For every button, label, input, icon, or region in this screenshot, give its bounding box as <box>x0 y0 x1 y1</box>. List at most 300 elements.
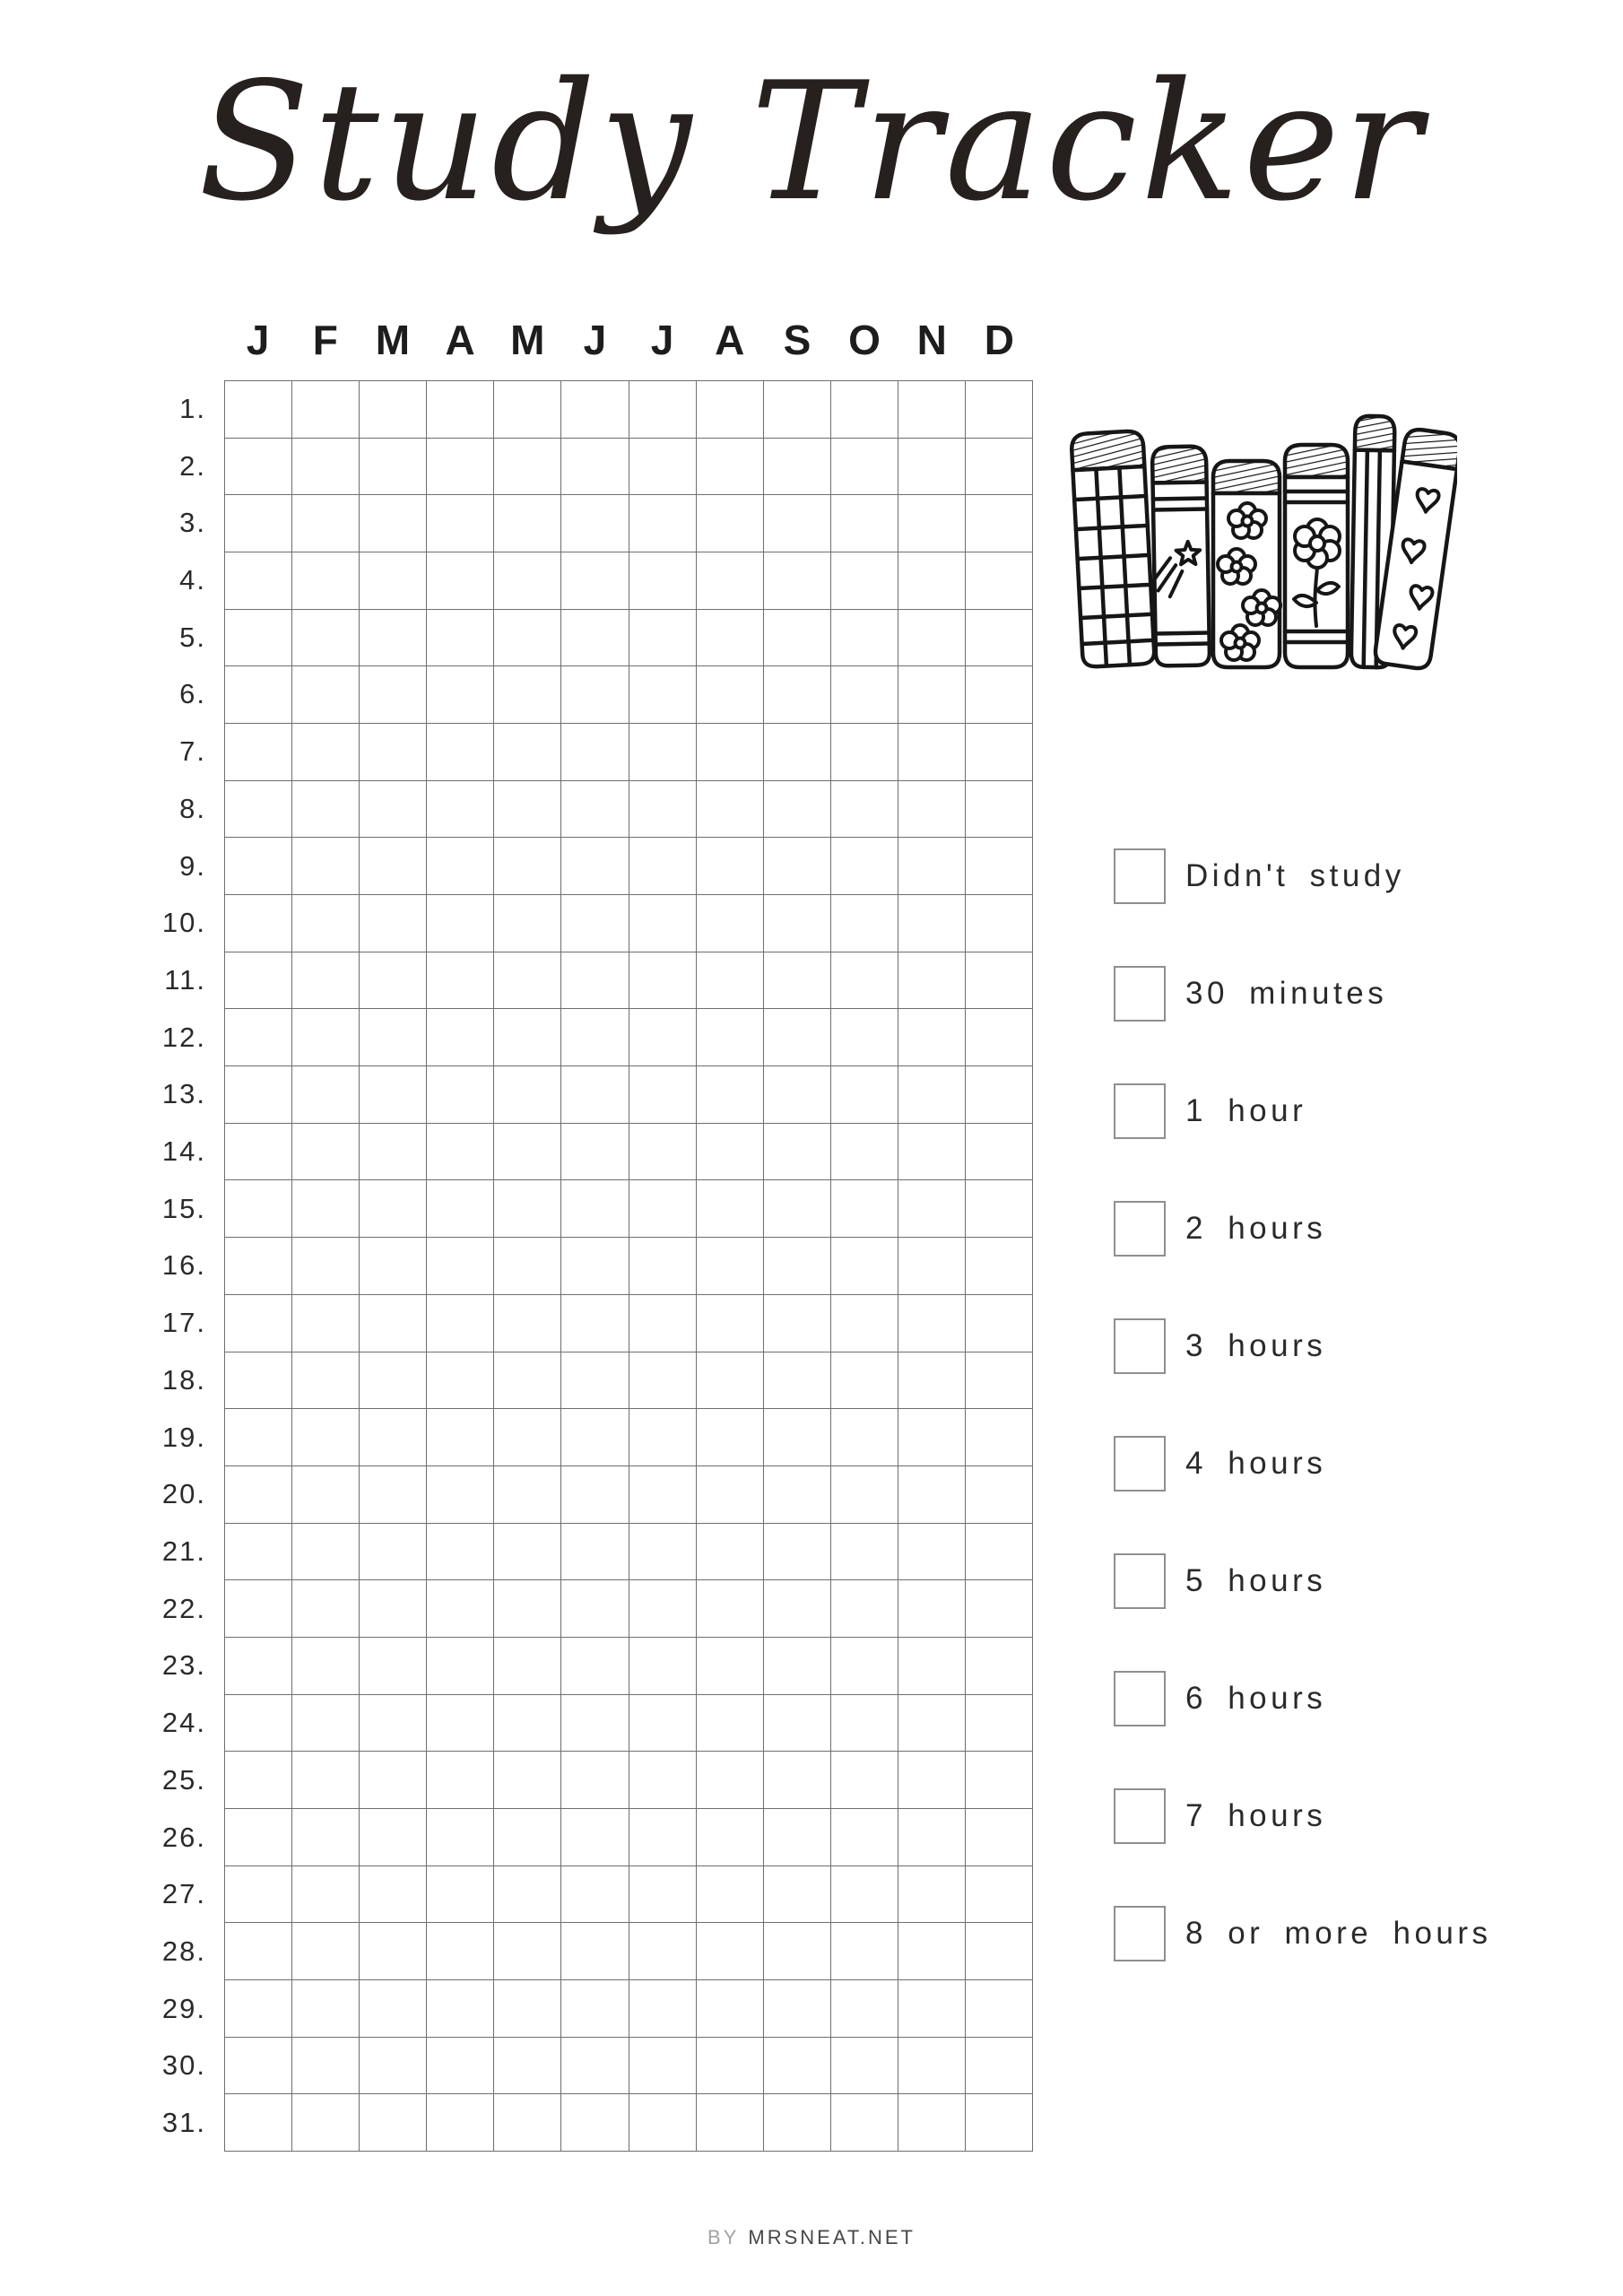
grid-cell[interactable] <box>360 1066 427 1124</box>
grid-cell[interactable] <box>966 1124 1033 1181</box>
grid-cell[interactable] <box>966 1752 1033 1809</box>
grid-cell[interactable] <box>697 1980 764 2038</box>
grid-cell[interactable] <box>494 838 561 895</box>
grid-cell[interactable] <box>697 1695 764 1752</box>
grid-cell[interactable] <box>292 1352 360 1410</box>
grid-cell[interactable] <box>292 2094 360 2152</box>
grid-cell[interactable] <box>225 1066 292 1124</box>
grid-cell[interactable] <box>629 1352 697 1410</box>
grid-cell[interactable] <box>966 1524 1033 1581</box>
grid-cell[interactable] <box>898 1580 966 1638</box>
grid-cell[interactable] <box>427 895 494 952</box>
grid-cell[interactable] <box>292 1695 360 1752</box>
grid-cell[interactable] <box>494 381 561 439</box>
grid-cell[interactable] <box>360 666 427 724</box>
grid-cell[interactable] <box>292 1752 360 1809</box>
grid-cell[interactable] <box>966 1409 1033 1466</box>
grid-cell[interactable] <box>561 1980 629 2038</box>
grid-cell[interactable] <box>360 439 427 496</box>
grid-cell[interactable] <box>697 495 764 552</box>
grid-cell[interactable] <box>629 1238 697 1295</box>
grid-cell[interactable] <box>427 381 494 439</box>
legend-checkbox[interactable] <box>1114 1553 1166 1609</box>
grid-cell[interactable] <box>764 1923 831 1980</box>
grid-cell[interactable] <box>764 381 831 439</box>
grid-cell[interactable] <box>764 1238 831 1295</box>
grid-cell[interactable] <box>494 1524 561 1581</box>
grid-cell[interactable] <box>697 895 764 952</box>
grid-cell[interactable] <box>225 1124 292 1181</box>
grid-cell[interactable] <box>629 1409 697 1466</box>
grid-cell[interactable] <box>898 1809 966 1866</box>
grid-cell[interactable] <box>561 666 629 724</box>
grid-cell[interactable] <box>292 381 360 439</box>
grid-cell[interactable] <box>494 1752 561 1809</box>
grid-cell[interactable] <box>427 781 494 839</box>
grid-cell[interactable] <box>629 381 697 439</box>
grid-cell[interactable] <box>697 1352 764 1410</box>
grid-cell[interactable] <box>561 838 629 895</box>
grid-cell[interactable] <box>292 1638 360 1695</box>
grid-cell[interactable] <box>629 895 697 952</box>
grid-cell[interactable] <box>629 495 697 552</box>
grid-cell[interactable] <box>494 1809 561 1866</box>
grid-cell[interactable] <box>427 2094 494 2152</box>
grid-cell[interactable] <box>629 1466 697 1524</box>
grid-cell[interactable] <box>697 1524 764 1581</box>
grid-cell[interactable] <box>225 495 292 552</box>
grid-cell[interactable] <box>697 1638 764 1695</box>
grid-cell[interactable] <box>494 610 561 667</box>
grid-cell[interactable] <box>427 1295 494 1352</box>
grid-cell[interactable] <box>427 724 494 781</box>
legend-checkbox[interactable] <box>1114 1083 1166 1139</box>
grid-cell[interactable] <box>831 1466 898 1524</box>
grid-cell[interactable] <box>831 1352 898 1410</box>
grid-cell[interactable] <box>494 1980 561 2038</box>
grid-cell[interactable] <box>898 1352 966 1410</box>
grid-cell[interactable] <box>292 1866 360 1924</box>
grid-cell[interactable] <box>494 1124 561 1181</box>
grid-cell[interactable] <box>360 952 427 1010</box>
grid-cell[interactable] <box>225 2038 292 2095</box>
grid-cell[interactable] <box>898 1409 966 1466</box>
grid-cell[interactable] <box>966 381 1033 439</box>
grid-cell[interactable] <box>427 1638 494 1695</box>
grid-cell[interactable] <box>360 495 427 552</box>
grid-cell[interactable] <box>966 1295 1033 1352</box>
grid-cell[interactable] <box>764 610 831 667</box>
grid-cell[interactable] <box>225 1638 292 1695</box>
grid-cell[interactable] <box>225 1809 292 1866</box>
grid-cell[interactable] <box>225 1009 292 1066</box>
grid-cell[interactable] <box>831 1980 898 2038</box>
grid-cell[interactable] <box>831 952 898 1010</box>
grid-cell[interactable] <box>629 724 697 781</box>
grid-cell[interactable] <box>629 1638 697 1695</box>
grid-cell[interactable] <box>629 2038 697 2095</box>
grid-cell[interactable] <box>697 666 764 724</box>
grid-cell[interactable] <box>225 381 292 439</box>
grid-cell[interactable] <box>697 1238 764 1295</box>
grid-cell[interactable] <box>561 2094 629 2152</box>
grid-cell[interactable] <box>360 1866 427 1924</box>
grid-cell[interactable] <box>966 610 1033 667</box>
grid-cell[interactable] <box>292 1124 360 1181</box>
grid-cell[interactable] <box>225 895 292 952</box>
grid-cell[interactable] <box>697 1809 764 1866</box>
grid-cell[interactable] <box>764 1580 831 1638</box>
grid-cell[interactable] <box>225 439 292 496</box>
grid-cell[interactable] <box>360 381 427 439</box>
grid-cell[interactable] <box>561 1124 629 1181</box>
grid-cell[interactable] <box>966 1980 1033 2038</box>
grid-cell[interactable] <box>360 1124 427 1181</box>
grid-cell[interactable] <box>697 1009 764 1066</box>
grid-cell[interactable] <box>697 381 764 439</box>
grid-cell[interactable] <box>292 1009 360 1066</box>
grid-cell[interactable] <box>494 1238 561 1295</box>
grid-cell[interactable] <box>629 1124 697 1181</box>
grid-cell[interactable] <box>764 666 831 724</box>
grid-cell[interactable] <box>831 1752 898 1809</box>
grid-cell[interactable] <box>764 1809 831 1866</box>
grid-cell[interactable] <box>494 1180 561 1238</box>
grid-cell[interactable] <box>360 610 427 667</box>
grid-cell[interactable] <box>494 1409 561 1466</box>
grid-cell[interactable] <box>292 838 360 895</box>
grid-cell[interactable] <box>697 552 764 610</box>
grid-cell[interactable] <box>561 1180 629 1238</box>
grid-cell[interactable] <box>494 2094 561 2152</box>
grid-cell[interactable] <box>561 2038 629 2095</box>
grid-cell[interactable] <box>360 1580 427 1638</box>
grid-cell[interactable] <box>360 1295 427 1352</box>
legend-checkbox[interactable] <box>1114 1436 1166 1492</box>
grid-cell[interactable] <box>561 1238 629 1295</box>
grid-cell[interactable] <box>831 1409 898 1466</box>
grid-cell[interactable] <box>764 724 831 781</box>
grid-cell[interactable] <box>225 952 292 1010</box>
grid-cell[interactable] <box>494 666 561 724</box>
grid-cell[interactable] <box>561 552 629 610</box>
grid-cell[interactable] <box>225 610 292 667</box>
grid-cell[interactable] <box>292 1524 360 1581</box>
grid-cell[interactable] <box>898 2094 966 2152</box>
grid-cell[interactable] <box>697 1295 764 1352</box>
grid-cell[interactable] <box>561 1638 629 1695</box>
grid-cell[interactable] <box>360 1638 427 1695</box>
grid-cell[interactable] <box>966 1352 1033 1410</box>
grid-cell[interactable] <box>898 1638 966 1695</box>
grid-cell[interactable] <box>427 1409 494 1466</box>
grid-cell[interactable] <box>427 1180 494 1238</box>
grid-cell[interactable] <box>225 1695 292 1752</box>
grid-cell[interactable] <box>831 1524 898 1581</box>
grid-cell[interactable] <box>629 838 697 895</box>
grid-cell[interactable] <box>292 1180 360 1238</box>
grid-cell[interactable] <box>629 1295 697 1352</box>
legend-checkbox[interactable] <box>1114 848 1166 904</box>
grid-cell[interactable] <box>427 2038 494 2095</box>
grid-cell[interactable] <box>427 952 494 1010</box>
grid-cell[interactable] <box>494 1695 561 1752</box>
grid-cell[interactable] <box>629 1066 697 1124</box>
grid-cell[interactable] <box>966 1695 1033 1752</box>
grid-cell[interactable] <box>629 952 697 1010</box>
grid-cell[interactable] <box>360 552 427 610</box>
grid-cell[interactable] <box>966 552 1033 610</box>
grid-cell[interactable] <box>292 781 360 839</box>
grid-cell[interactable] <box>360 1352 427 1410</box>
grid-cell[interactable] <box>831 552 898 610</box>
grid-cell[interactable] <box>225 1180 292 1238</box>
grid-cell[interactable] <box>292 1238 360 1295</box>
grid-cell[interactable] <box>697 1124 764 1181</box>
grid-cell[interactable] <box>764 1409 831 1466</box>
grid-cell[interactable] <box>292 1295 360 1352</box>
grid-cell[interactable] <box>561 1009 629 1066</box>
grid-cell[interactable] <box>831 1923 898 1980</box>
grid-cell[interactable] <box>831 2038 898 2095</box>
grid-cell[interactable] <box>898 381 966 439</box>
grid-cell[interactable] <box>494 1352 561 1410</box>
grid-cell[interactable] <box>629 1580 697 1638</box>
grid-cell[interactable] <box>494 1295 561 1352</box>
grid-cell[interactable] <box>764 781 831 839</box>
grid-cell[interactable] <box>697 1466 764 1524</box>
grid-cell[interactable] <box>898 895 966 952</box>
grid-cell[interactable] <box>292 1580 360 1638</box>
grid-cell[interactable] <box>494 439 561 496</box>
grid-cell[interactable] <box>561 1409 629 1466</box>
grid-cell[interactable] <box>225 1524 292 1581</box>
grid-cell[interactable] <box>561 381 629 439</box>
grid-cell[interactable] <box>898 495 966 552</box>
grid-cell[interactable] <box>427 1580 494 1638</box>
grid-cell[interactable] <box>225 1352 292 1410</box>
grid-cell[interactable] <box>427 439 494 496</box>
grid-cell[interactable] <box>764 552 831 610</box>
grid-cell[interactable] <box>427 1238 494 1295</box>
grid-cell[interactable] <box>360 1009 427 1066</box>
grid-cell[interactable] <box>831 1066 898 1124</box>
grid-cell[interactable] <box>831 495 898 552</box>
grid-cell[interactable] <box>360 1238 427 1295</box>
grid-cell[interactable] <box>898 1980 966 2038</box>
grid-cell[interactable] <box>360 1180 427 1238</box>
grid-cell[interactable] <box>764 2038 831 2095</box>
grid-cell[interactable] <box>629 1524 697 1581</box>
grid-cell[interactable] <box>966 666 1033 724</box>
grid-cell[interactable] <box>427 1809 494 1866</box>
grid-cell[interactable] <box>966 2038 1033 2095</box>
grid-cell[interactable] <box>360 1980 427 2038</box>
grid-cell[interactable] <box>764 895 831 952</box>
grid-cell[interactable] <box>292 1066 360 1124</box>
grid-cell[interactable] <box>427 610 494 667</box>
grid-cell[interactable] <box>494 2038 561 2095</box>
grid-cell[interactable] <box>427 1866 494 1924</box>
grid-cell[interactable] <box>629 1809 697 1866</box>
grid-cell[interactable] <box>292 1466 360 1524</box>
grid-cell[interactable] <box>360 781 427 839</box>
grid-cell[interactable] <box>966 1180 1033 1238</box>
grid-cell[interactable] <box>831 1866 898 1924</box>
grid-cell[interactable] <box>427 1352 494 1410</box>
grid-cell[interactable] <box>360 1466 427 1524</box>
legend-checkbox[interactable] <box>1114 966 1166 1022</box>
grid-cell[interactable] <box>292 2038 360 2095</box>
grid-cell[interactable] <box>561 1809 629 1866</box>
grid-cell[interactable] <box>360 838 427 895</box>
grid-cell[interactable] <box>898 781 966 839</box>
grid-cell[interactable] <box>764 1295 831 1352</box>
grid-cell[interactable] <box>764 439 831 496</box>
grid-cell[interactable] <box>292 610 360 667</box>
grid-cell[interactable] <box>561 439 629 496</box>
grid-cell[interactable] <box>764 1524 831 1581</box>
grid-cell[interactable] <box>898 2038 966 2095</box>
grid-cell[interactable] <box>898 439 966 496</box>
grid-cell[interactable] <box>561 1923 629 1980</box>
grid-cell[interactable] <box>494 1866 561 1924</box>
grid-cell[interactable] <box>494 952 561 1010</box>
grid-cell[interactable] <box>360 1409 427 1466</box>
grid-cell[interactable] <box>898 1066 966 1124</box>
grid-cell[interactable] <box>831 1809 898 1866</box>
grid-cell[interactable] <box>225 1866 292 1924</box>
grid-cell[interactable] <box>225 724 292 781</box>
grid-cell[interactable] <box>831 666 898 724</box>
grid-cell[interactable] <box>764 1009 831 1066</box>
grid-cell[interactable] <box>427 1124 494 1181</box>
grid-cell[interactable] <box>494 552 561 610</box>
grid-cell[interactable] <box>561 781 629 839</box>
grid-cell[interactable] <box>697 1066 764 1124</box>
grid-cell[interactable] <box>697 1580 764 1638</box>
grid-cell[interactable] <box>360 1752 427 1809</box>
grid-cell[interactable] <box>898 952 966 1010</box>
grid-cell[interactable] <box>697 1409 764 1466</box>
grid-cell[interactable] <box>225 838 292 895</box>
grid-cell[interactable] <box>898 1752 966 1809</box>
grid-cell[interactable] <box>764 495 831 552</box>
grid-cell[interactable] <box>561 1066 629 1124</box>
grid-cell[interactable] <box>898 724 966 781</box>
grid-cell[interactable] <box>225 666 292 724</box>
grid-cell[interactable] <box>427 1980 494 2038</box>
grid-cell[interactable] <box>764 1752 831 1809</box>
grid-cell[interactable] <box>561 1466 629 1524</box>
grid-cell[interactable] <box>292 666 360 724</box>
grid-cell[interactable] <box>561 952 629 1010</box>
grid-cell[interactable] <box>427 552 494 610</box>
grid-cell[interactable] <box>764 1695 831 1752</box>
grid-cell[interactable] <box>831 439 898 496</box>
grid-cell[interactable] <box>898 1238 966 1295</box>
grid-cell[interactable] <box>561 1866 629 1924</box>
grid-cell[interactable] <box>292 1809 360 1866</box>
grid-cell[interactable] <box>831 838 898 895</box>
grid-cell[interactable] <box>697 439 764 496</box>
grid-cell[interactable] <box>292 495 360 552</box>
grid-cell[interactable] <box>831 1124 898 1181</box>
grid-cell[interactable] <box>898 610 966 667</box>
grid-cell[interactable] <box>225 1580 292 1638</box>
grid-cell[interactable] <box>764 1638 831 1695</box>
grid-cell[interactable] <box>966 1638 1033 1695</box>
grid-cell[interactable] <box>831 381 898 439</box>
grid-cell[interactable] <box>494 495 561 552</box>
grid-cell[interactable] <box>966 1923 1033 1980</box>
grid-cell[interactable] <box>966 1009 1033 1066</box>
grid-cell[interactable] <box>831 1009 898 1066</box>
grid-cell[interactable] <box>225 1466 292 1524</box>
grid-cell[interactable] <box>629 1180 697 1238</box>
grid-cell[interactable] <box>898 1866 966 1924</box>
legend-checkbox[interactable] <box>1114 1201 1166 1257</box>
grid-cell[interactable] <box>360 1923 427 1980</box>
grid-cell[interactable] <box>629 1923 697 1980</box>
grid-cell[interactable] <box>831 895 898 952</box>
grid-cell[interactable] <box>966 838 1033 895</box>
grid-cell[interactable] <box>629 1980 697 2038</box>
grid-cell[interactable] <box>292 895 360 952</box>
grid-cell[interactable] <box>966 1466 1033 1524</box>
grid-cell[interactable] <box>966 1066 1033 1124</box>
grid-cell[interactable] <box>898 1466 966 1524</box>
grid-cell[interactable] <box>360 724 427 781</box>
grid-cell[interactable] <box>561 1352 629 1410</box>
grid-cell[interactable] <box>561 895 629 952</box>
grid-cell[interactable] <box>629 1009 697 1066</box>
grid-cell[interactable] <box>561 1695 629 1752</box>
grid-cell[interactable] <box>225 1923 292 1980</box>
grid-cell[interactable] <box>697 781 764 839</box>
grid-cell[interactable] <box>697 1752 764 1809</box>
grid-cell[interactable] <box>764 1124 831 1181</box>
grid-cell[interactable] <box>360 1524 427 1581</box>
grid-cell[interactable] <box>764 838 831 895</box>
grid-cell[interactable] <box>697 1866 764 1924</box>
grid-cell[interactable] <box>225 1409 292 1466</box>
grid-cell[interactable] <box>360 895 427 952</box>
grid-cell[interactable] <box>966 495 1033 552</box>
grid-cell[interactable] <box>292 439 360 496</box>
grid-cell[interactable] <box>225 781 292 839</box>
grid-cell[interactable] <box>360 1809 427 1866</box>
grid-cell[interactable] <box>966 1809 1033 1866</box>
grid-cell[interactable] <box>292 724 360 781</box>
grid-cell[interactable] <box>225 1980 292 2038</box>
grid-cell[interactable] <box>629 1752 697 1809</box>
grid-cell[interactable] <box>427 838 494 895</box>
grid-cell[interactable] <box>764 1066 831 1124</box>
grid-cell[interactable] <box>966 1866 1033 1924</box>
grid-cell[interactable] <box>427 1752 494 1809</box>
grid-cell[interactable] <box>360 2094 427 2152</box>
grid-cell[interactable] <box>427 1066 494 1124</box>
grid-cell[interactable] <box>966 724 1033 781</box>
grid-cell[interactable] <box>427 1466 494 1524</box>
grid-cell[interactable] <box>629 1866 697 1924</box>
grid-cell[interactable] <box>898 1695 966 1752</box>
grid-cell[interactable] <box>898 838 966 895</box>
grid-cell[interactable] <box>225 1238 292 1295</box>
grid-cell[interactable] <box>966 1238 1033 1295</box>
grid-cell[interactable] <box>561 610 629 667</box>
